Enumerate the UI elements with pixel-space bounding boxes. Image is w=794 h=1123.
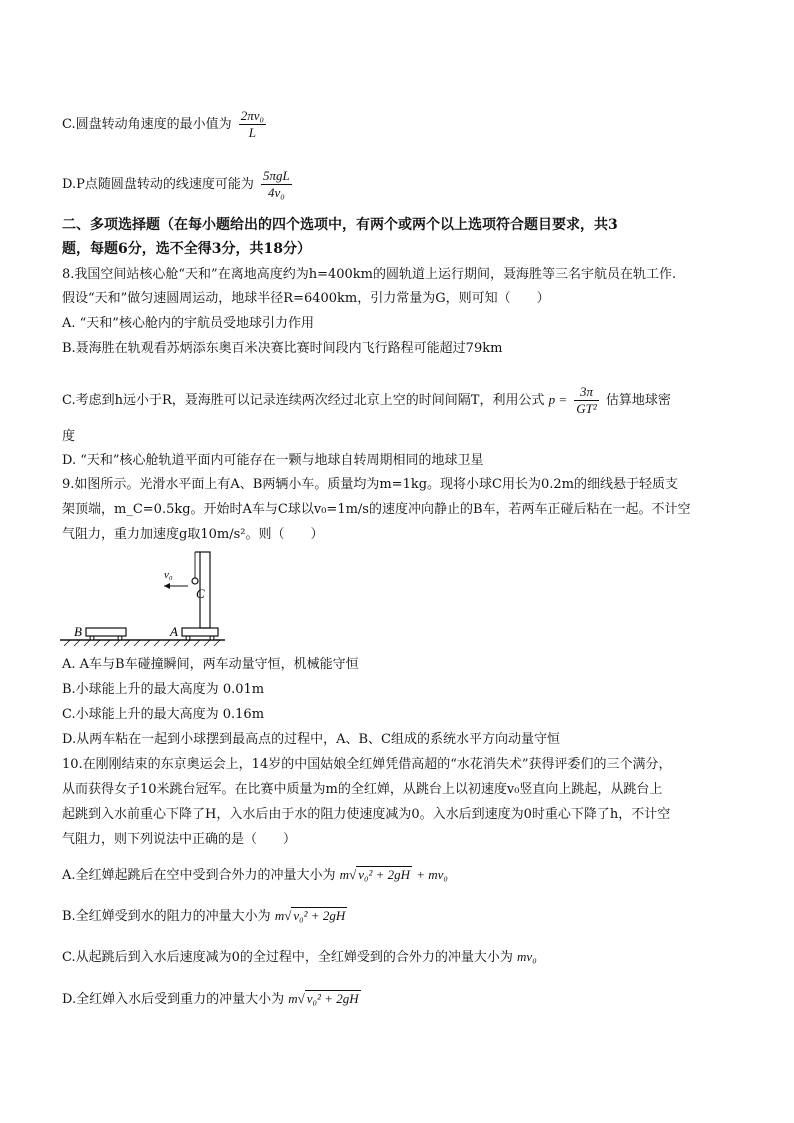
fraction-numerator: 2πv₀ xyxy=(240,108,265,123)
radicand: v₀² + 2gH xyxy=(293,908,346,923)
ball-c-label: C xyxy=(196,586,205,601)
car-a-wheel xyxy=(186,636,190,640)
q10-option-d-text: D.全红婵入水后受到重力的冲量大小为 xyxy=(62,992,285,1007)
q8-option-a: A. “天和”核心舱内的宇航员受地球引力作用 xyxy=(62,316,314,331)
q10-option-d xyxy=(62,990,361,1009)
q10-option-d-sqrt: √ v₀² + 2gH xyxy=(297,991,359,1006)
fraction-denominator: L xyxy=(248,125,257,140)
q10-option-c xyxy=(62,948,537,967)
q10-stem-line1: 10.在刚刚结束的东京奥运会上，14岁的中国姑娘全红婵凭借高超的“水花消失术”获得评委们的三个满分， xyxy=(62,757,672,772)
car-a-wheel xyxy=(210,636,214,640)
fraction-numerator: 5πgL xyxy=(262,168,290,183)
q10-option-b-sqrt: √ v₀² + 2gH xyxy=(284,908,346,923)
option-d-prev xyxy=(62,168,295,201)
ball-c xyxy=(192,578,198,584)
velocity-arrow-head xyxy=(164,583,170,589)
q10-option-a-text: A.全红婵起跳后在空中受到合外力的冲量大小为 xyxy=(62,868,336,883)
q8-option-c-text: C.考虑到h远小于R，聂海胜可以记录连续两次经过北京上空的时间间隔T，利用公式 xyxy=(62,393,545,408)
q9-option-d: D.从两车粘在一起到小球摆到最高点的过程中，A、B、C组成的系统水平方向动量守恒 xyxy=(62,732,560,747)
q10-option-c-value: mv₀ xyxy=(517,949,537,964)
car-b-wheel xyxy=(118,636,122,640)
q9-stem-line1: 9.如图所示。光滑水平面上有A、B两辆小车。质量均为m=1kg。现将小球C用长为0.2m的细线悬于轻质支 xyxy=(62,477,678,492)
section-heading-line2: 题，每题6分，选不全得3分，共18分） xyxy=(62,241,311,257)
q8-option-c-wrap: 度 xyxy=(62,429,76,444)
q8-formula-lhs: p = xyxy=(548,392,568,407)
option-c-prev-text: C.圆盘转动角速度的最小值为 xyxy=(62,117,232,132)
car-b-label: B xyxy=(74,624,82,639)
q8-stem-line2: 假设“天和”做匀速圆周运动，地球半径R=6400km，引力常量为G，则可知（ ） xyxy=(62,291,550,306)
q10-option-a-mass: m xyxy=(339,867,350,882)
q10-option-b-text: B.全红婵受到水的阻力的冲量大小为 xyxy=(62,909,271,924)
car-b-wheel xyxy=(90,636,94,640)
q10-option-b-mass: m xyxy=(274,908,285,923)
car-b-body xyxy=(86,628,126,636)
q10-option-a-tail: + mv₀ xyxy=(416,867,448,882)
q8-stem-line1: 8.我国空间站核心舱“天和”在离地高度约为h=400km的圆轨道上运行期间，聂海胜等三名宇航员在轨工作. xyxy=(62,267,677,282)
q9-stem-line3: 气阻力，重力加速度g取10m/s²。则（ ） xyxy=(62,527,324,542)
q10-option-a-sqrt: √ v₀² + 2gH xyxy=(349,867,411,882)
q10-option-c-text: C.从起跳后到入水后速度减为0的全过程中，全红婵受到的合外力的冲量大小为 xyxy=(62,950,513,965)
q10-option-a xyxy=(62,866,448,885)
fraction-denominator: GT² xyxy=(576,401,597,416)
velocity-label: v₀ xyxy=(164,569,173,581)
radicand: v₀² + 2gH xyxy=(306,991,359,1006)
q8-option-c xyxy=(62,384,671,417)
q9-option-b: B.小球能上升的最大高度为 0.01m xyxy=(62,682,265,697)
q8-option-b: B.聂海胜在轨观看苏炳添东奥百米决赛比赛时间段内飞行路程可能超过79km xyxy=(62,341,503,356)
q10-stem-line3: 起跳到入水前重心下降了H，入水后由于水的阻力使速度减为0。入水后到速度为0时重心下降了h，不计空 xyxy=(62,807,671,822)
ground-hatching xyxy=(64,640,220,646)
q8-option-c-tail: 估算地球密 xyxy=(605,393,671,408)
option-c-prev xyxy=(62,108,269,141)
car-a-body xyxy=(182,628,218,636)
option-d-prev-fraction xyxy=(261,168,292,201)
section-heading-line1: 二、多项选择题（在每小题给出的四个选项中，有两个或两个以上选项符合题目要求，共3 xyxy=(62,217,618,233)
q8-option-d: D. “天和”核心舱轨道平面内可能存在一颗与地球自转周期相同的地球卫星 xyxy=(62,453,484,468)
fraction-numerator: 3π xyxy=(574,384,599,401)
option-d-prev-text: D.P点随圆盘转动的线速度可能为 xyxy=(62,177,254,192)
q10-option-d-mass: m xyxy=(288,991,298,1006)
option-c-prev-fraction xyxy=(239,108,266,141)
q10-option-b xyxy=(62,907,347,926)
car-a-label: A xyxy=(170,624,178,639)
q10-stem-line4: 气阻力，则下列说法中正确的是（ ） xyxy=(62,832,297,847)
q9-option-a: A. A车与B车碰撞瞬间，两车动量守恒，机械能守恒 xyxy=(62,657,359,672)
q8-density-fraction xyxy=(574,384,599,417)
q9-figure xyxy=(60,548,230,648)
q10-stem-line2: 从而获得女子10米跳台冠军。在比赛中质量为m的全红婵，从跳台上以初速度v₀竖直向上跳起，从跳台上 xyxy=(62,782,663,797)
fraction-denominator: 4v₀ xyxy=(267,185,285,200)
q9-stem-line2: 架顶端，m_C=0.5kg。开始时A车与C球以v₀=1m/s的速度冲向静止的B车，若两车正碰后粘在一起。不计空 xyxy=(62,502,691,517)
radicand: v₀² + 2gH xyxy=(358,867,411,882)
q9-option-c: C.小球能上升的最大高度为 0.16m xyxy=(62,707,265,722)
